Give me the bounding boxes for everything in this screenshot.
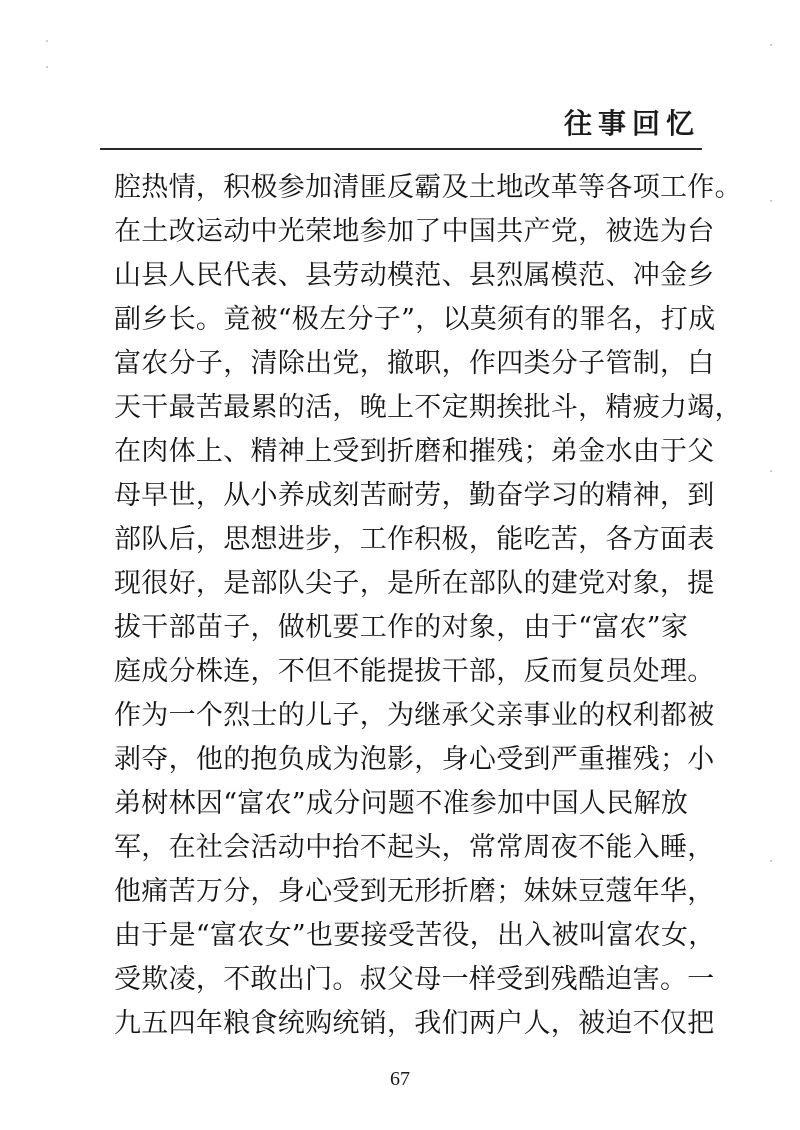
scan-edge-mark <box>46 66 48 68</box>
header-rule <box>100 148 702 150</box>
scan-edge-mark <box>770 470 772 472</box>
running-header-title: 往事回忆 <box>563 107 700 140</box>
text-line: 在肉体上、精神上受到折磨和摧残；弟金水由于父 <box>114 436 715 467</box>
text-line: 母早世，从小养成刻苦耐劳，勤奋学习的精神，到 <box>114 480 715 511</box>
text-line: 腔热情，积极参加清匪反霸及土地改革等各项工作。 <box>114 172 742 203</box>
text-line: 弟树林因“富农”成分问题不准参加中国人民解放 <box>114 788 689 819</box>
body-text <box>114 166 742 1046</box>
scan-edge-mark <box>770 860 772 862</box>
text-line: 九五四年粮食统购统销，我们两户人，被迫不仅把 <box>114 1008 715 1039</box>
text-line: 军，在社会活动中抬不起头，常常周夜不能入睡， <box>114 832 715 863</box>
scan-edge-mark <box>770 44 772 46</box>
text-line: 副乡长。竟被“极左分子”，以莫须有的罪名，打成 <box>114 304 716 335</box>
text-line: 由于是“富农女”也要接受苦役，出入被叫富农女， <box>114 920 716 951</box>
scan-edge-mark <box>770 200 772 202</box>
text-line: 庭成分株连，不但不能提拔干部，反而复员处理。 <box>114 656 715 687</box>
text-line: 山县人民代表、县劳动模范、县烈属模范、冲金乡 <box>114 260 715 291</box>
page-number: 67 <box>390 1068 410 1090</box>
text-line: 部队后，思想进步，工作积极，能吃苦，各方面表 <box>114 524 715 555</box>
text-line: 受欺凌，不敢出门。叔父母一样受到残酷迫害。一 <box>114 964 715 995</box>
text-line: 剥夺，他的抱负成为泡影，身心受到严重摧残；小 <box>114 744 715 775</box>
text-line: 拔干部苗子，做机要工作的对象，由于“富农”家 <box>114 612 689 643</box>
text-line: 天干最苦最累的活，晚上不定期挨批斗，精疲力竭， <box>114 392 742 423</box>
text-line: 他痛苦万分，身心受到无形折磨；妹妹豆蔻年华， <box>114 876 715 907</box>
text-line: 作为一个烈士的儿子，为继承父亲事业的权利都被 <box>114 700 715 731</box>
text-line: 富农分子，清除出党，撤职，作四类分子管制，白 <box>114 348 715 379</box>
text-line: 在土改运动中光荣地参加了中国共产党，被选为台 <box>114 216 715 247</box>
text-line: 现很好，是部队尖子，是所在部队的建党对象，提 <box>114 568 715 599</box>
scan-edge-mark <box>46 40 48 42</box>
